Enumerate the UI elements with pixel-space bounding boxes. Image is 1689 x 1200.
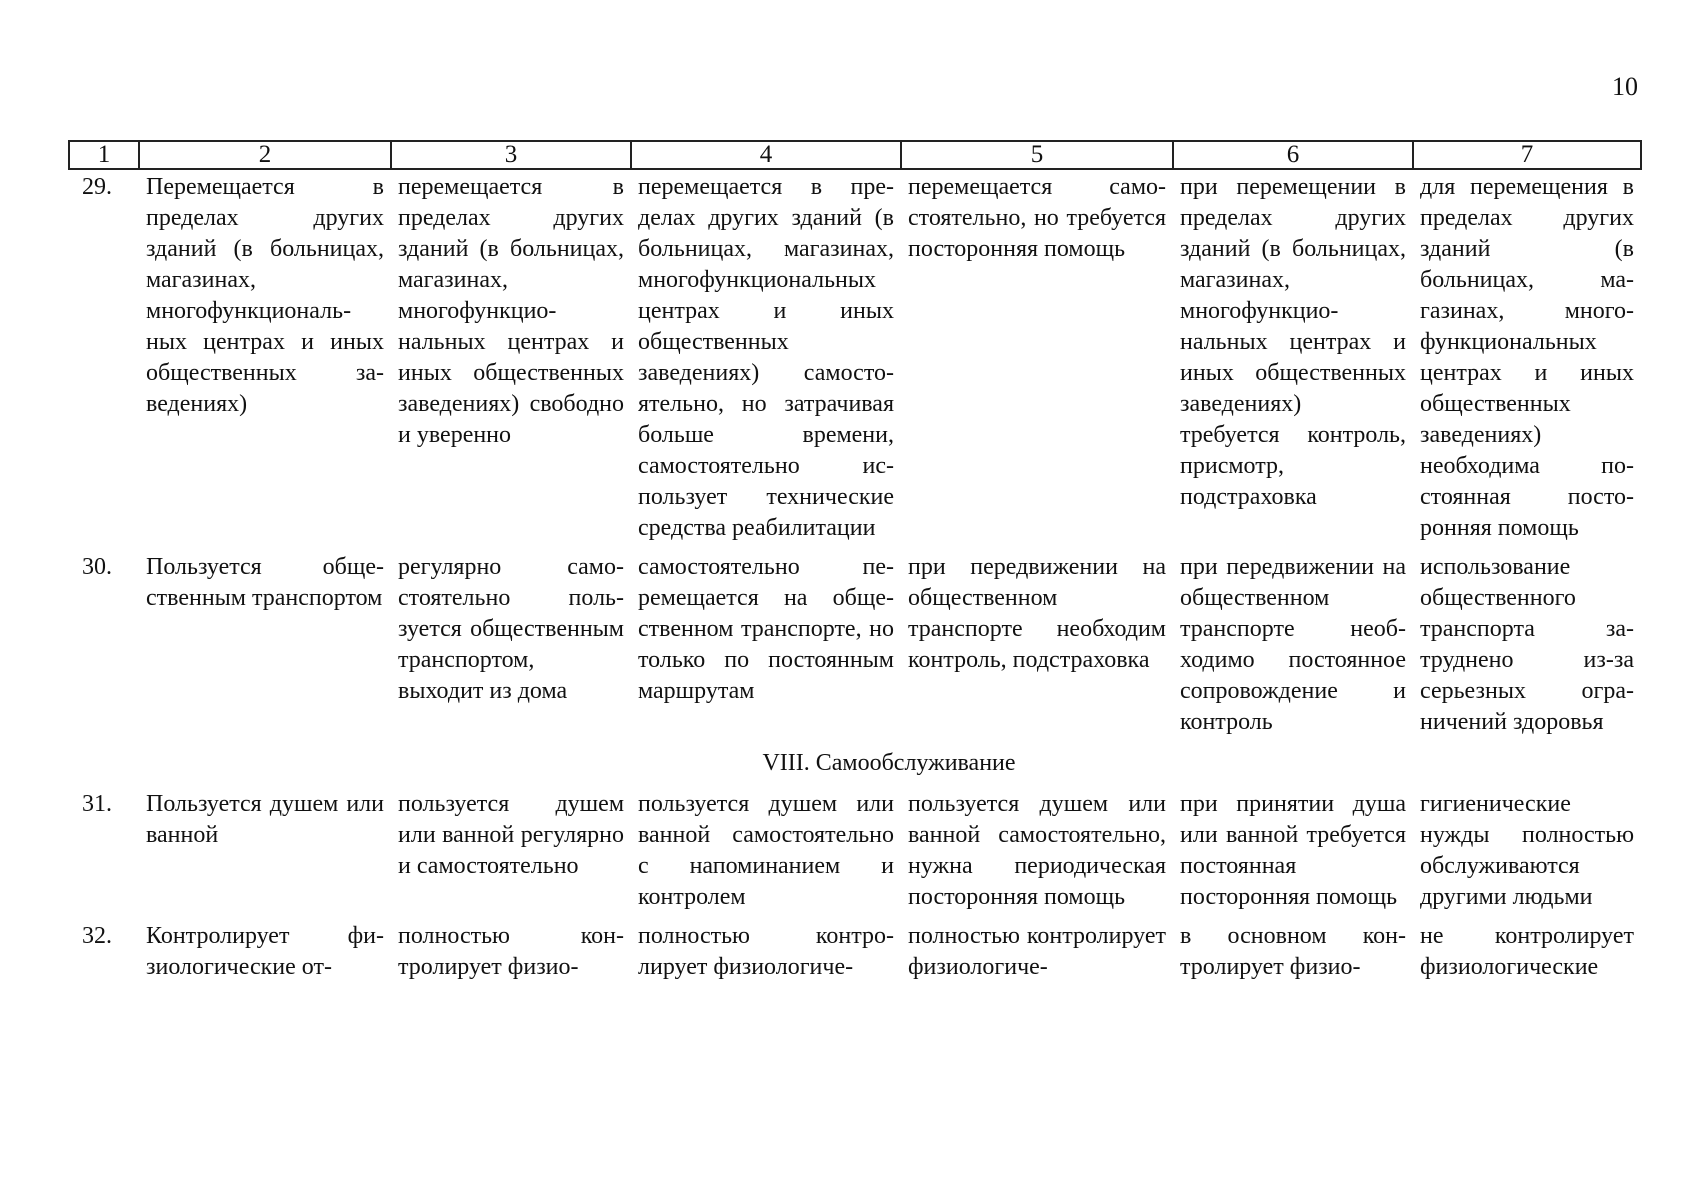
level-cell: для перемещения в пределах других зданий (в больницах, магазинах, многофункциональных центрах и иных общественных заведениях) необходима постоянная посторонняя помощь (1420, 174, 1634, 541)
table-row-30 (68, 552, 1640, 738)
column-header: 3 (391, 141, 631, 169)
row-number: 31. (82, 791, 112, 817)
level-cell: при передвижении на общественном транспорте необходим контроль, подстраховка (908, 554, 1166, 673)
table-row-29 (68, 172, 1640, 544)
level-cell: в основном контролирует физио- (1180, 923, 1406, 980)
row-number: 32. (82, 923, 112, 949)
level-cell: полностью контролирует физиологиче- (908, 923, 1166, 980)
criterion-cell: Перемещается в пределах других зданий (в больницах, магазинах, многофункциональных центрах и иных общественных заведениях) (146, 174, 384, 417)
level-cell: при передвижении на общественном транспорте необходимо постоянное сопровождение и контроль (1180, 554, 1406, 735)
column-header: 1 (69, 141, 139, 169)
level-cell: гигиенические нужды полностью обслуживаются другими людьми (1420, 791, 1634, 910)
page-number: 10 (1612, 72, 1638, 101)
level-cell: при принятии душа или ванной требуется постоянная посторонняя помощь (1180, 791, 1406, 910)
level-cell: полностью контролирует физиологиче- (638, 923, 894, 980)
column-header: 6 (1173, 141, 1413, 169)
level-cell: пользуется душем или ванной регулярно и самостоятельно (398, 791, 624, 879)
level-cell: регулярно самостоятельно пользуется общественным транспортом, выходит из дома (398, 554, 624, 704)
section-title: VIII. Самообслуживание (762, 750, 1016, 776)
table-row-32 (68, 921, 1640, 983)
column-header: 5 (901, 141, 1173, 169)
column-header: 4 (631, 141, 901, 169)
column-header-table (68, 140, 1642, 170)
row-number: 29. (82, 174, 112, 200)
criterion-cell: Контролирует физиологические от- (146, 923, 384, 980)
column-header: 7 (1413, 141, 1641, 169)
level-cell: полностью контролирует физио- (398, 923, 624, 980)
level-cell: пользуется душем или ванной самостоятельно, нужна периодическая посторонняя помощь (908, 791, 1166, 910)
level-cell: использование общественного транспорта затруднено из-за серьезных ограничений здоровья (1420, 554, 1634, 735)
criterion-cell: Пользуется общественным транспортом (146, 554, 384, 611)
level-cell: перемещается самостоятельно, но требуется посторонняя помощь (908, 174, 1166, 262)
level-cell: пользуется душем или ванной самостоятельно с напоминанием и контролем (638, 791, 894, 910)
level-cell: не контролирует физиологические (1420, 923, 1634, 980)
level-cell: самостоятельно перемещается на общественном транспорте, но только по постоянным маршрутам (638, 554, 894, 704)
column-header-row (69, 141, 1641, 169)
row-number: 30. (82, 554, 112, 580)
level-cell: при перемещении в пределах других зданий (в больницах, магазинах, многофункциональных центрах и иных общественных заведениях) требуется контроль, присмотр, подстраховка (1180, 174, 1406, 510)
level-cell: перемещается в пределах других зданий (в больницах, магазинах, многофункциональных центрах и иных общественных заведениях) самостоятельно, но затрачивая больше времени, самостоятельно использует технические средства реабилитации (638, 174, 894, 541)
table-row-31 (68, 789, 1640, 913)
column-header: 2 (139, 141, 391, 169)
criterion-cell: Пользуется душем или ванной (146, 791, 384, 848)
table-body (68, 172, 1640, 983)
level-cell: перемещается в пределах других зданий (в больницах, магазинах, многофункциональных центрах и иных общественных заведениях) свободно и уверенно (398, 174, 624, 448)
